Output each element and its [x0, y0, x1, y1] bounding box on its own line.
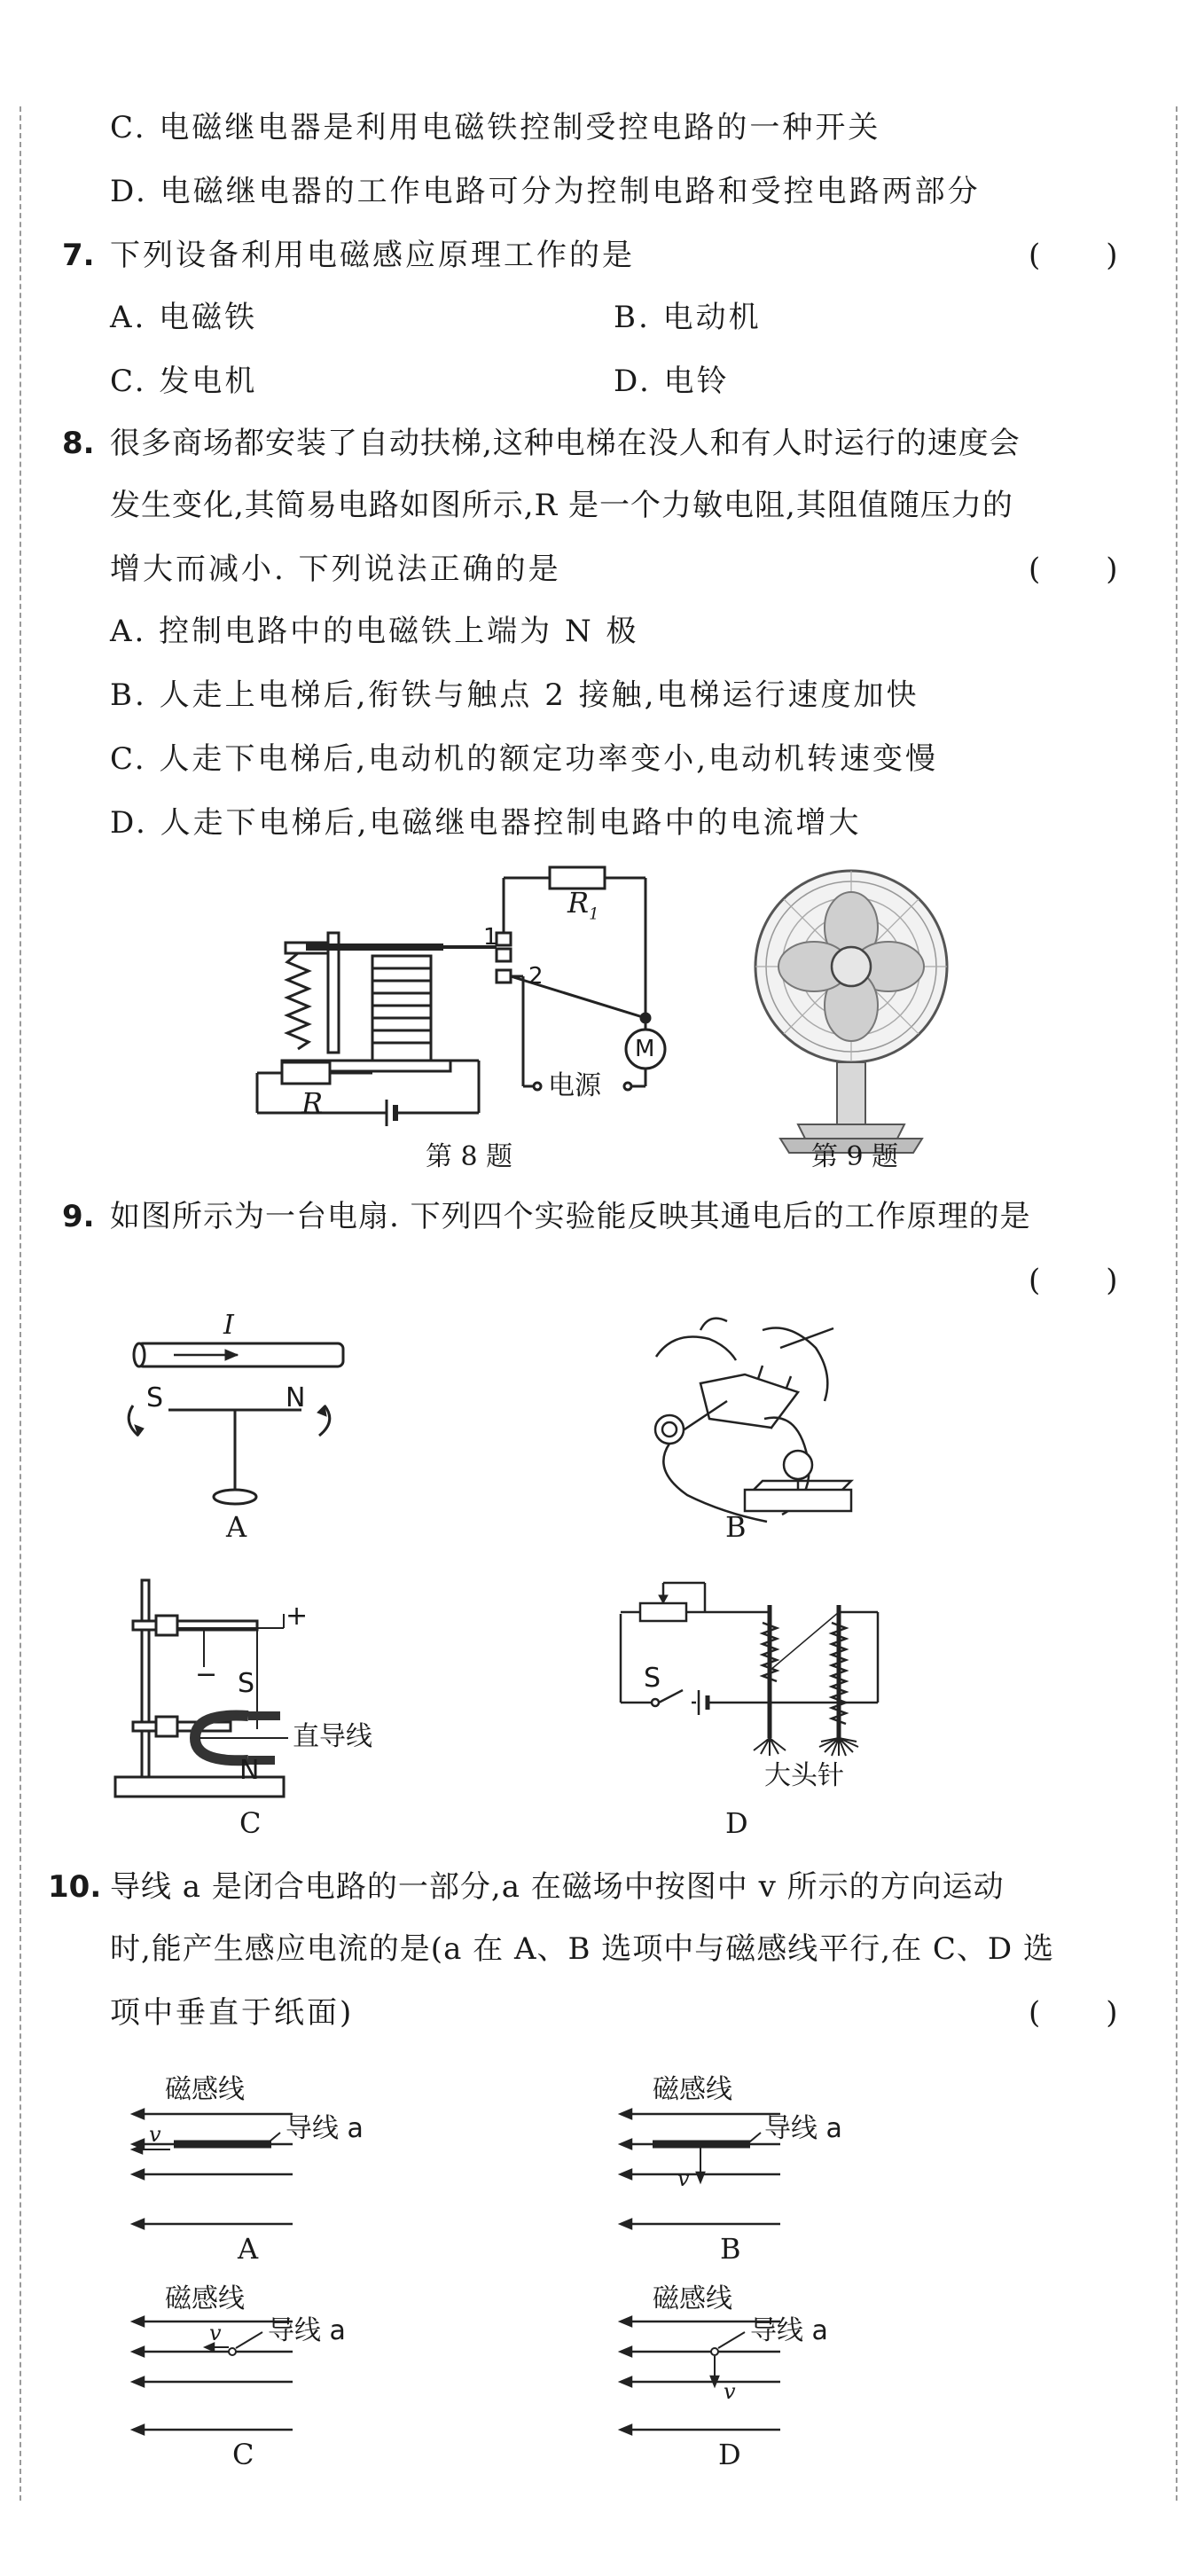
q7-stem: 下列设备利用电磁感应原理工作的是 — [110, 238, 635, 273]
q9-figA-current-label: I — [223, 1310, 234, 1341]
q10-figA-field-label: 磁感线 — [165, 2074, 245, 2105]
q9-answer-blank: ( ) — [1029, 1263, 1120, 1298]
q10-number: 10. — [48, 1869, 102, 1905]
q8-stem-line1: 很多商场都安装了自动扶梯,这种电梯在没人和有人时运行的速度会 — [110, 426, 1021, 461]
q10-figB-wire-label: 导线 a — [764, 2113, 842, 2144]
q8-option-a: A. 控制电路中的电磁铁上端为 N 极 — [110, 614, 639, 649]
q9-figC-plus: + — [286, 1601, 309, 1632]
q8-fig-r-label: R — [301, 1086, 324, 1120]
q9-figA-s-label: S — [146, 1382, 164, 1413]
q9-number: 9. — [62, 1199, 95, 1234]
q7-answer-blank: ( ) — [1029, 238, 1120, 273]
q7-option-a: A. 电磁铁 — [110, 300, 258, 335]
q9-stem: 如图所示为一台电扇. 下列四个实验能反映其通电后的工作原理的是 — [110, 1199, 1031, 1234]
q10-figD-label: D — [718, 2438, 741, 2471]
q9-figD-pins-label: 大头针 — [764, 1760, 844, 1791]
q10-figC-wire-label: 导线 a — [268, 2315, 346, 2346]
q8-fig-motor: M — [635, 1036, 655, 1062]
q10-figD-v-label: v — [724, 2379, 736, 2404]
q9-figC-minus: − — [195, 1659, 218, 1690]
q8-fig-contact2: 2 — [528, 963, 544, 990]
q8-answer-blank: ( ) — [1029, 552, 1120, 587]
q10-figD-field-label: 磁感线 — [653, 2283, 732, 2314]
q10-figB-field-label: 磁感线 — [653, 2074, 732, 2105]
q7-option-b: B. 电动机 — [614, 300, 762, 335]
q9-figC-s: S — [238, 1668, 255, 1699]
q10-stem-line2: 时,能产生感应电流的是(a 在 A、B 选项中与磁感线平行,在 C、D 选 — [110, 1931, 1055, 1967]
q10-answer-blank: ( ) — [1029, 1995, 1120, 2031]
q9-figC-label: C — [239, 1806, 262, 1840]
q9-figA-label: A — [226, 1510, 247, 1544]
q10-figA-label: A — [238, 2232, 259, 2266]
q10-figB-label: B — [720, 2232, 741, 2266]
q10-figC-label: C — [232, 2438, 254, 2471]
q8-fig-r1-label: $R_1$ — [567, 886, 599, 924]
q9-figA-n-label: N — [286, 1382, 306, 1413]
q7-option-c: C. 发电机 — [110, 364, 258, 399]
q7-option-d: D. 电铃 — [614, 364, 730, 399]
q8-fig-source: 电源 — [548, 1070, 601, 1101]
q8-number: 8. — [62, 426, 95, 461]
q9-figD-label: D — [725, 1806, 748, 1840]
q9-figD-switch-label: S — [644, 1663, 661, 1694]
q10-figA-wire-label: 导线 a — [286, 2113, 364, 2144]
q8-option-c: C. 人走下电梯后,电动机的额定功率变小,电动机转速变慢 — [110, 741, 939, 777]
q6-option-c: C. 电磁继电器是利用电磁铁控制受控电路的一种开关 — [110, 110, 881, 145]
q10-figA-v-label: v — [149, 2122, 161, 2147]
q8-caption: 第 8 题 — [426, 1141, 513, 1172]
q7-number: 7. — [62, 238, 95, 273]
q10-stem-line3: 项中垂直于纸面) — [110, 1995, 355, 2031]
q8-fig-contact1: 1 — [483, 924, 498, 951]
q8-stem-line3: 增大而减小. 下列说法正确的是 — [110, 552, 561, 587]
q9-figC-wire-label: 直导线 — [293, 1721, 372, 1752]
q10-stem-line1: 导线 a 是闭合电路的一部分,a 在磁场中按图中 v 所示的方向运动 — [110, 1869, 1005, 1905]
q6-option-d: D. 电磁继电器的工作电路可分为控制电路和受控电路两部分 — [110, 174, 981, 209]
q8-option-d: D. 人走下电梯后,电磁继电器控制电路中的电流增大 — [110, 805, 862, 841]
q8-stem-line2: 发生变化,其简易电路如图所示,R 是一个力敏电阻,其阻值随压力的 — [110, 488, 1013, 523]
q9-fan-caption: 第 9 题 — [811, 1141, 899, 1172]
q9-figC-n: N — [239, 1755, 260, 1786]
q10-figC-v-label: v — [209, 2321, 222, 2345]
q10-figB-v-label: v — [677, 2166, 690, 2191]
q8-option-b: B. 人走上电梯后,衔铁与触点 2 接触,电梯运行速度加快 — [110, 677, 919, 713]
q10-figC-field-label: 磁感线 — [165, 2283, 245, 2314]
q10-figD-wire-label: 导线 a — [750, 2315, 828, 2346]
q9-figB-label: B — [725, 1510, 747, 1544]
